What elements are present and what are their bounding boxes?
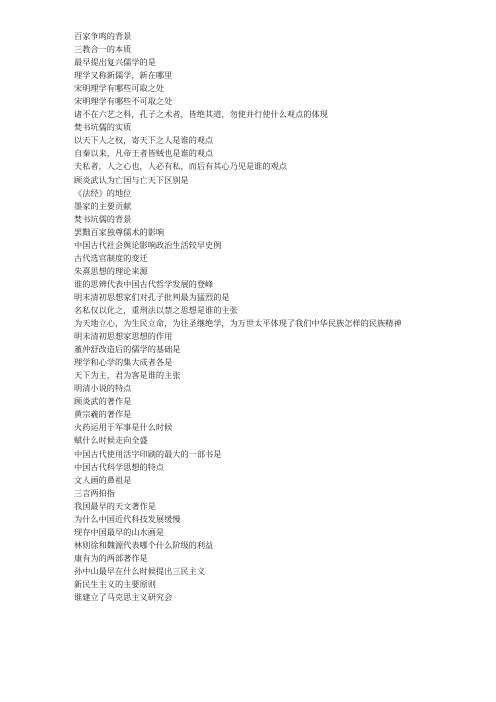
question-line: 宋明理学有哪些不可取之处 (74, 96, 173, 107)
question-line: 焚书坑儒的实质 (74, 122, 132, 133)
question-line: 宋明理学有哪些可取之处 (74, 83, 165, 94)
question-line: 明末清初思想家思想的作用 (74, 331, 173, 342)
question-line: 谁建立了马克思主义研究会 (74, 592, 173, 603)
question-line: 理学和心学的集大成者各是 (74, 357, 173, 368)
question-line: 孙中山最早在什么时候提出三民主义 (74, 565, 206, 576)
question-line: 墨家的主要贡献 (74, 200, 132, 211)
question-line: 自秦以来，凡帝王者皆贼也是谁的观点 (74, 148, 214, 159)
question-line: 罢黜百家独尊儒术的影响 (74, 226, 165, 237)
question-line: 黄宗羲的著作是 (74, 409, 132, 420)
question-line: 三言两拍指 (74, 487, 115, 498)
question-list (74, 30, 484, 604)
question-line: 新民生主义的主要原则 (74, 578, 156, 589)
question-line: 中国古代社会舆论影响政治生活较早史例 (74, 239, 222, 250)
question-line: 中国古代科学思想的特点 (74, 461, 165, 472)
question-line: 以天下人之权，寄天下之人是谁的观点 (74, 135, 214, 146)
question-line: 三教合一的本质 (74, 44, 132, 55)
question-line: 朱熹思想的理论来源 (74, 265, 148, 276)
question-line: 明清小说的特点 (74, 383, 132, 394)
question-line: 文人画的鼻祖是 (74, 474, 132, 485)
question-line: 百家争鸣的背景 (74, 31, 132, 41)
question-line: 夫私者，人之心也，人必有私，而后有其心乃见是谁的观点 (74, 161, 287, 172)
question-line: 中国古代使用活字印刷的最大的一部书是 (74, 448, 222, 459)
question-line: 我国最早的天文著作是 (74, 500, 156, 511)
question-line: 林则徐和魏源代表哪个什么阶级的利益 (74, 539, 214, 550)
question-line: 古代选官制度的变迁 (74, 252, 148, 263)
question-line: 诸不在六艺之科，孔子之术者，皆绝其道，勿使并行使什么观点的体现 (74, 109, 328, 120)
question-line: 现存中国最早的山水画是 (74, 526, 165, 537)
question-line: 赋什么时候走向全盛 (74, 435, 148, 446)
question-line: 董仲舒改造后的儒学的基础是 (74, 344, 181, 355)
question-line: 理学又称新儒学，新在哪里 (74, 70, 173, 81)
question-line: 顾炎武认为亡国与亡天下区别是 (74, 174, 189, 185)
question-line: 为天地立心，为生民立命，为往圣继绝学，为万世太平体现了我们中华民族怎样的民族精神 (74, 318, 402, 329)
question-line: 谁的思辨代表中国古代哲学发展的登峰 (74, 278, 214, 289)
question-line: 为什么中国近代科技发展缓慢 (74, 513, 181, 524)
question-line: 顾炎武的著作是 (74, 396, 132, 407)
question-line: 火药运用于军事是什么时候 (74, 422, 173, 433)
question-line: 焚书坑儒的背景 (74, 213, 132, 224)
question-line: 康有为的两部著作是 (74, 552, 148, 563)
question-line: 天下为主，君为客是谁的主张 (74, 370, 181, 381)
question-line: 明末清初思想家们对孔子批判最为猛烈的是 (74, 291, 230, 302)
question-line: 最早提出复兴儒学的是 (74, 57, 156, 68)
question-line: 《法经》的地位 (74, 187, 132, 198)
question-line: 名私仅以化之，重刑法以禁之思想是谁的主张 (74, 304, 238, 315)
